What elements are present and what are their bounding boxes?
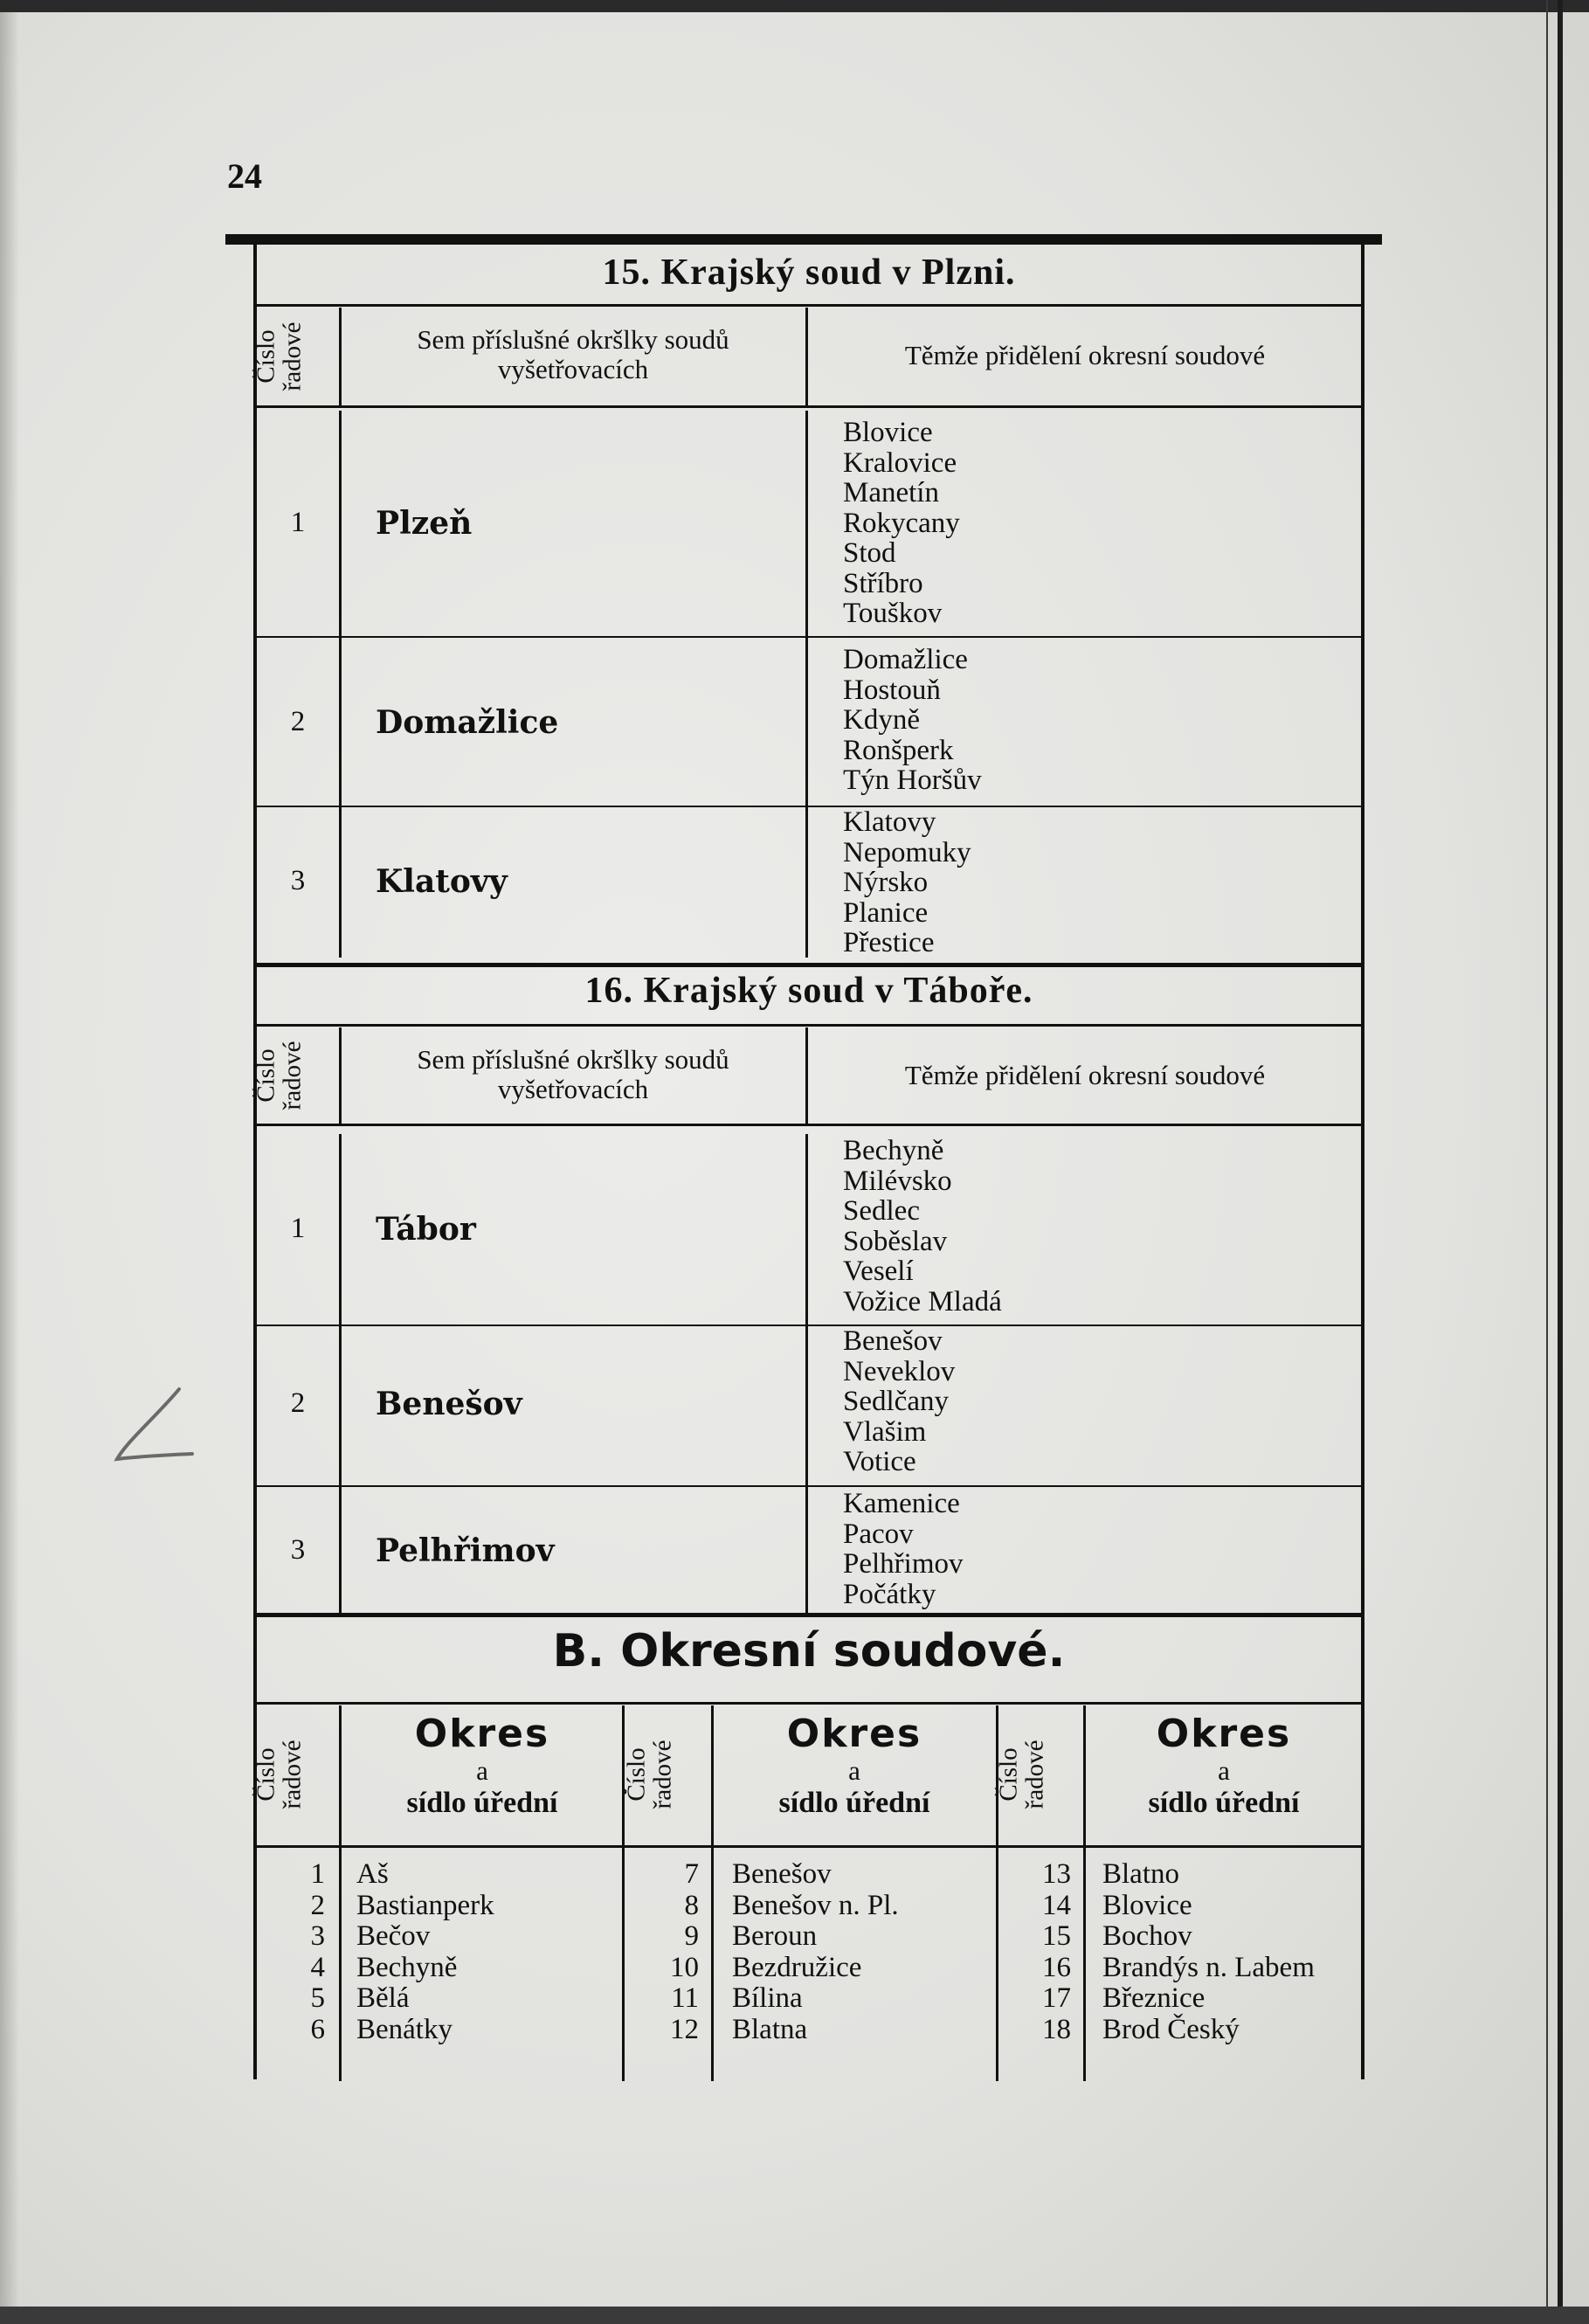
list-number: 4 (310, 1951, 325, 1983)
district-item: Neveklov (843, 1355, 956, 1387)
district-item: Domažlice (843, 644, 968, 675)
divider (339, 1027, 342, 1124)
district-item: Kralovice (843, 446, 957, 479)
section16-header-rule (257, 1124, 1361, 1126)
section15-col-courts-header: Sem příslušné okršlky soudů vyšetřovacích (417, 324, 729, 384)
district-item: Ronšperk (843, 734, 954, 766)
list-number: 14 (1042, 1889, 1071, 1921)
list-number: 16 (1042, 1951, 1071, 1983)
list-number: 9 (684, 1920, 699, 1953)
section16-row-number: 2 (290, 1387, 306, 1419)
scan-bottom-edge (0, 2307, 1589, 2324)
district-item: Hostouň (843, 674, 941, 706)
section15-header-rule (257, 405, 1361, 408)
district-item: Týn Horšův (843, 764, 982, 796)
list-number: 8 (684, 1889, 699, 1921)
district-item: Kdyně (843, 704, 920, 736)
section15-row-number: 3 (290, 865, 306, 896)
scan-right-edge (1558, 0, 1563, 2324)
divider (1083, 1705, 1086, 2081)
list-number: 12 (670, 2013, 699, 2045)
district-item: Milévsko (843, 1165, 952, 1197)
section16-title: 16. Krajský soud v Táboře. (584, 971, 1033, 1011)
okres-item: Bělá (356, 1982, 410, 2015)
sectionB-okres-header (342, 1712, 622, 1821)
section15-title-rule (257, 304, 1361, 307)
sectionB-number-list (1005, 1859, 1071, 2046)
district-item: Blovice (843, 417, 933, 448)
district-item: Stříbro (843, 567, 923, 599)
sectionB-title-rule (257, 1702, 1361, 1705)
sectionB-col-num-header: Číslo řadové (994, 1740, 1048, 1809)
divider (339, 1705, 342, 2081)
section15-row-number: 1 (290, 507, 306, 538)
sectionB-okres-list (732, 1859, 899, 2046)
section16-bottom-rule (257, 1613, 1361, 1617)
district-item: Stod (843, 537, 896, 569)
row-rule (257, 1325, 1361, 1326)
okres-sidlo-label: sídlo úřední (778, 1787, 930, 1819)
divider (805, 1027, 808, 1124)
okres-item: Benešov (732, 1858, 832, 1890)
row-rule (257, 1485, 1361, 1487)
section16-row-number: 1 (290, 1213, 306, 1244)
page-number: 24 (227, 156, 262, 196)
section15-district-list (843, 645, 982, 796)
list-number: 10 (670, 1951, 699, 1983)
okres-label: Okres (1156, 1712, 1292, 1756)
okres-item: Bochov (1102, 1920, 1192, 1953)
district-item: Klatovy (843, 806, 936, 838)
okres-item: Brandýs n. Labem (1102, 1951, 1315, 1983)
district-item: Sedlec (843, 1195, 920, 1227)
section15-court-name: Domažlice (376, 704, 559, 741)
district-item: Vožice Mladá (843, 1285, 1002, 1318)
okres-item: Březnice (1102, 1982, 1206, 2015)
frame-right-border (1361, 245, 1364, 2079)
page-shadow (0, 0, 19, 2324)
section16-court-name: Pelhřimov (376, 1532, 555, 1569)
section16-district-list (843, 1326, 955, 1477)
district-item: Touškov (843, 598, 943, 629)
row-rule (257, 636, 1361, 638)
district-item: Manetín (843, 477, 939, 508)
section16-col-num-header: Číslo řadové (252, 1041, 306, 1110)
okres-sidlo-label: sídlo úřední (406, 1787, 558, 1819)
section16-district-list (843, 1489, 964, 1609)
list-number: 3 (310, 1920, 325, 1953)
divider (339, 411, 342, 958)
okres-item: Benátky (356, 2013, 453, 2045)
pencil-mark-icon (105, 1380, 210, 1477)
sectionB-okres-list (356, 1859, 494, 2046)
list-number: 17 (1042, 1982, 1071, 2015)
district-item: Sedlčany (843, 1386, 949, 1417)
sectionB-number-list (632, 1859, 699, 2046)
section16-col-courts-header: Sem příslušné okršlky soudů vyšetřovacích (417, 1044, 729, 1104)
okres-item: Bastianperk (356, 1889, 494, 1921)
top-rule (225, 234, 1382, 245)
sectionB-okres-header (715, 1712, 994, 1821)
okres-item: Bechyně (356, 1951, 458, 1983)
list-number: 5 (310, 1982, 325, 2015)
section15-col-num-header: Číslo řadové (252, 322, 306, 391)
section16-court-name: Benešov (376, 1386, 522, 1422)
sectionB-okres-list (1102, 1859, 1315, 2046)
okres-label: Okres (414, 1712, 550, 1756)
scan-right-rule (1546, 0, 1548, 2324)
scan-top-edge (0, 0, 1589, 12)
okres-item: Beroun (732, 1920, 818, 1953)
divider (711, 1705, 714, 2081)
divider (805, 308, 808, 405)
okres-a-label: a (476, 1755, 488, 1786)
okres-label: Okres (786, 1712, 922, 1756)
section16-court-name: Tábor (376, 1211, 476, 1248)
list-number: 13 (1042, 1858, 1071, 1890)
list-number: 1 (310, 1858, 325, 1890)
list-number: 15 (1042, 1920, 1071, 1953)
row-rule (257, 806, 1361, 807)
divider (339, 308, 342, 405)
district-item: Nepomuky (843, 836, 971, 868)
okres-item: Aš (356, 1858, 389, 1890)
section15-court-name: Plzeň (376, 505, 473, 542)
okres-item: Bílina (732, 1982, 803, 2015)
sectionB-number-list (262, 1859, 325, 2046)
district-item: Veselí (843, 1255, 914, 1287)
section15-district-list (843, 418, 960, 629)
okres-a-label: a (1218, 1755, 1230, 1786)
divider (339, 1134, 342, 1615)
section15-district-list (843, 807, 971, 958)
divider (805, 1134, 808, 1615)
district-item: Kamenice (843, 1488, 960, 1519)
section15-title: 15. Krajský soud v Plzni. (602, 252, 1016, 293)
okres-a-label: a (848, 1755, 860, 1786)
sectionB-okres-header (1087, 1712, 1361, 1821)
section15-bottom-rule (257, 963, 1361, 967)
section16-title-rule (257, 1024, 1361, 1027)
district-item: Počátky (843, 1578, 936, 1610)
district-item: Bechyně (843, 1135, 944, 1166)
district-item: Planice (843, 896, 929, 929)
district-item: Vlašim (843, 1415, 927, 1448)
sectionB-header-rule (257, 1845, 1361, 1848)
okres-item: Blatna (732, 2013, 808, 2045)
district-item: Benešov (843, 1325, 943, 1357)
district-item: Votice (843, 1446, 916, 1477)
sectionB-col-num-header: Číslo řadové (252, 1740, 306, 1809)
divider (805, 411, 808, 958)
district-item: Pelhřimov (843, 1548, 964, 1580)
district-item: Nýrsko (843, 867, 929, 898)
section15-court-name: Klatovy (376, 863, 508, 900)
section15-col-districts-header: Těmže přidělení okresní soudové (904, 340, 1266, 370)
okres-item: Bezdružice (732, 1951, 862, 1983)
okres-item: Bečov (356, 1920, 431, 1953)
list-number: 6 (310, 2013, 325, 2045)
okres-item: Blovice (1102, 1889, 1192, 1921)
section16-col-districts-header: Těmže přidělení okresní soudové (904, 1060, 1266, 1090)
district-item: Soběslav (843, 1225, 948, 1257)
district-item: Pacov (843, 1518, 914, 1550)
list-number: 11 (671, 1982, 699, 2015)
okres-item: Benešov n. Pl. (732, 1889, 899, 1921)
okres-item: Blatno (1102, 1858, 1179, 1890)
section15-row-number: 2 (290, 706, 306, 737)
sectionB-title: B. Okresní soudové. (552, 1625, 1066, 1677)
section16-district-list (843, 1136, 1002, 1317)
okres-item: Brod Český (1102, 2013, 1240, 2045)
sectionB-col-num-header: Číslo řadové (622, 1740, 676, 1809)
list-number: 7 (684, 1858, 699, 1890)
list-number: 18 (1042, 2013, 1071, 2045)
okres-sidlo-label: sídlo úřední (1148, 1787, 1300, 1819)
list-number: 2 (310, 1889, 325, 1921)
section16-row-number: 3 (290, 1534, 306, 1566)
district-item: Rokycany (843, 507, 960, 539)
district-item: Přestice (843, 927, 935, 958)
